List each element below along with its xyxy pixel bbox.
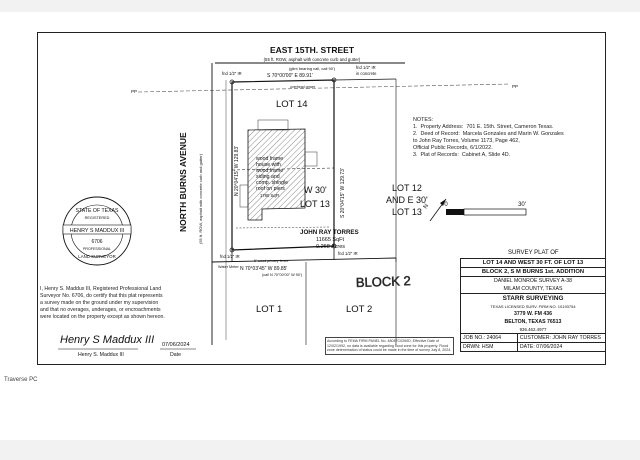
- owner-sqft: 11665 SqFt: [316, 237, 345, 243]
- svg-text:wood frame: wood frame: [256, 156, 284, 162]
- svg-text:6706: 6706: [91, 239, 103, 245]
- firm-license: TEXAS LICENSED SURV. FIRM NO. 10193754: [490, 304, 576, 309]
- bearing-right: S 20°04'15" W 129.73': [340, 168, 346, 218]
- bearing-bottom: N 70°03'45" W 89.85': [240, 266, 288, 272]
- svg-text:house with: house with: [256, 162, 281, 168]
- fnd-iron-top-right: fnd 1/2" IR: [356, 65, 376, 70]
- svg-text:0: 0: [444, 202, 448, 208]
- fnd-iron-bottom-left: fnd 1/2" IR: [220, 254, 240, 259]
- shed: [305, 152, 317, 166]
- notes-title: NOTES:: [413, 117, 434, 123]
- fema-note: According to FEMA FIRM PANEL No. 48047C0260D, Effective Date of 12/02/1992, no data is available regarding flood zone for this property. Flood zone determination of status could be made in the time of survey July 8, 2024.: [325, 337, 454, 355]
- svg-text:roof on piers: roof on piers: [256, 186, 285, 192]
- lot13-label: LOT 13: [300, 199, 330, 209]
- signature-name-label: Henry S. Maddux III: [78, 352, 124, 358]
- pp-right: PP: [512, 84, 519, 89]
- power-line: [138, 84, 510, 92]
- drawn-by: DRWN: HSM: [463, 344, 494, 350]
- bearing-bottom-call: (call N 70°00'00" W 90'): [262, 273, 302, 277]
- svg-text:N: N: [422, 203, 431, 211]
- fence-label: 6' wood privacy fence: [254, 259, 289, 263]
- lot2-label: LOT 2: [346, 304, 373, 315]
- svg-text:siding and: siding and: [256, 174, 280, 180]
- pp-left: PP: [131, 89, 138, 94]
- block-label: BLOCK 2: [355, 273, 411, 290]
- note-item: 3. Plat of Records: Cabinet A, Slide 4D.: [413, 152, 511, 158]
- scale-bar: [444, 202, 526, 215]
- water-meter: Water Meter: [218, 265, 239, 269]
- w30-label: W 30': [304, 185, 327, 195]
- credit-text: Traverse PC: [4, 377, 38, 383]
- lot12-label-3: LOT 13: [392, 207, 422, 217]
- neighbor-top-line: [334, 79, 396, 80]
- street-left-row: (55 ft. ROW, asphalt with concrete curb and gutter): [198, 153, 203, 244]
- firm-address: 3779 W. FM 436: [513, 311, 553, 317]
- drawn-row: [461, 343, 605, 351]
- svg-text:REGISTERED: REGISTERED: [84, 216, 110, 220]
- notes-block: [413, 117, 603, 159]
- glint-bearing-call: (glint bearing call, call 90'): [288, 66, 336, 71]
- street-top-row: (55 ft. ROW, asphalt with concrete curb and gutter): [263, 57, 361, 62]
- svg-text:30': 30': [518, 202, 526, 208]
- title-block: [460, 258, 606, 352]
- fnd-iron-top-left: fnd 1/2" IR: [222, 71, 242, 76]
- surveyor-seal: [63, 197, 131, 265]
- firm-city: BELTON, TEXAS 76513: [504, 319, 562, 325]
- owner-name: JOHN RAY TORRES: [300, 229, 359, 236]
- concrete-note: in concrete: [356, 71, 377, 76]
- svg-text:HENRY S MADDUX III: HENRY S MADDUX III: [69, 228, 125, 234]
- porch: [258, 120, 288, 130]
- certification-text: I, Henry S. Maddux III, Registered Professional Land Surveyor No. 6706, do certify that this plat represents a survey made on the ground under my supervision and that no overages, underages, or encroachments were located on the property except as shown hereon.: [40, 286, 165, 320]
- svg-text:wood frame: wood frame: [256, 168, 284, 174]
- svg-text:1780 SqFt: 1780 SqFt: [260, 193, 280, 198]
- note-item: 2. Deed of Record: Marcela Gonzales and Marin W. Gonzales: [413, 131, 564, 137]
- top-bearing: S 70°00'00" E 89.91': [267, 73, 313, 79]
- job-row: [461, 334, 605, 343]
- svg-text:STATE OF TEXAS: STATE OF TEXAS: [75, 208, 119, 214]
- signature-date-label: Date: [170, 352, 181, 358]
- steps: [240, 185, 248, 207]
- plat-date: DATE: 07/06/2024: [517, 343, 605, 351]
- overhead-power: overhead power: [290, 85, 316, 89]
- firm-name: STARR SURVEYING: [502, 295, 564, 302]
- bottom-frame: [0, 440, 640, 460]
- svg-text:LAND SURVEYOR: LAND SURVEYOR: [78, 254, 116, 259]
- bearing-left: N 20°04'15" W 129.83': [234, 145, 240, 196]
- street-left-name: NORTH BURNS AVENUE: [178, 132, 188, 232]
- title-line-3: DANIEL MONROE SURVEY A-38: [493, 278, 573, 284]
- note-item: 1. Property Address: 701 E. 15th. Street, Cameron Texas.: [413, 124, 554, 130]
- lot12-label-2: AND E 30': [386, 195, 428, 205]
- note-item: to John Ray Torres, Volume 1173, Page 462,: [413, 138, 520, 144]
- fence-line: [236, 227, 330, 228]
- title-line-1: LOT 14 AND WEST 30 FT. OF LOT 13: [461, 259, 605, 268]
- lot12-label-1: LOT 12: [392, 183, 422, 193]
- surveyor-signature: Henry S Maddux III: [60, 334, 155, 346]
- lot1-label: LOT 1: [256, 304, 283, 315]
- title-line-4: MILAM COUNTY, TEXAS: [461, 285, 605, 294]
- firm-phone: 936.462.4977: [461, 326, 605, 334]
- survey-plat-heading: SURVEY PLAT OF: [508, 250, 559, 256]
- signature-date: 07/06/2024: [162, 342, 190, 348]
- street-top-name: EAST 15TH. STREET: [269, 45, 355, 55]
- job-number: JOB NO.: 24064: [463, 335, 502, 341]
- lot14-label: LOT 14: [276, 99, 308, 110]
- owner-acres: 0.268 Acres: [316, 244, 346, 250]
- svg-text:comp. shingle: comp. shingle: [256, 180, 289, 186]
- fnd-iron-bottom-right: fnd 1/2" IR: [338, 251, 358, 256]
- title-line-2: BLOCK 2, S M BURNS 1st. ADDITION: [461, 268, 605, 277]
- customer: CUSTOMER: JOHN RAY TORRES: [517, 334, 605, 342]
- svg-text:PROFESSIONAL: PROFESSIONAL: [83, 247, 111, 251]
- note-item: Official Public Records, 6/1/2022.: [413, 145, 493, 151]
